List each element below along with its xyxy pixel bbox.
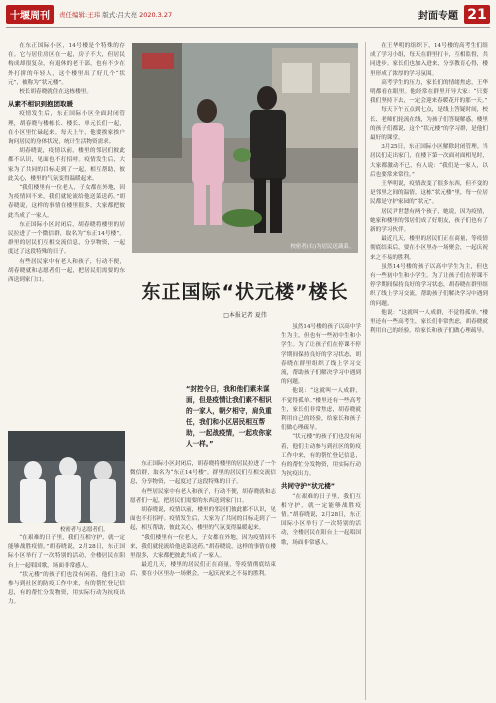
photo-volunteer-delivery xyxy=(132,43,358,253)
photo-caption: 校密者(右)为居民送蔬菜。 xyxy=(290,244,354,250)
publication-logo: 十堰周刊 xyxy=(6,5,54,24)
paragraph: 在王华明的组织下，14号楼的高考生们组成了学习小组，每天在群里打卡，互相监督，共同进步。家长们也加入进来，分享教育心得，楼里形成了浓厚的学习氛围。 xyxy=(370,43,488,77)
paragraph: 居民尹世慧有两个孩子，她说，因为疫情，她家和楼里的邻居们成了好朋友，孩子们也有了新的学习伙伴。 xyxy=(370,208,488,234)
paragraph: 在东正国际小区，14号楼是个特殊的存在。它与居住房区在一起，房子不大，但居民构成却很复杂，有退休的老干部，也有不少在外打拼的年轻人，这个楼里出了好几个“状元”，被称为“状元楼”。 xyxy=(8,43,125,86)
paragraph: 最近几天，楼里的居民们正在商量，等疫情彻底结束后，要在小区里办一场聚会，一起庆祝来之不易的胜利。 xyxy=(130,562,276,578)
paragraph: 他说：“这就叫一人成群，不觉得孤单。”楼里还有一些高考生，家长们非常焦虑，胡春晓就利用自己的经验，给家长和孩子们做心理疏导。 xyxy=(281,388,361,432)
subheading: 共同守护“状元楼” xyxy=(281,482,336,491)
paragraph: “状元楼”的孩子们也没有闲着，他们主动参与到社区的防疫工作中来，有的帮忙登记信息，有的帮忙分发物资，用实际行动为抗疫出力。 xyxy=(8,571,125,606)
paragraph: “我们楼里有一位老人，子女都在外地，因为疫情回不来，我们就轮流给他送菜送药。”胡春晓说，这样的事情在楼里很多，大家都把彼此当成了一家人。 xyxy=(130,534,276,560)
editor-credits xyxy=(59,10,172,19)
paragraph: 疫情发生后，东正国际小区全面封闭管理，胡春晓与楼栋长、楼长、单元长们一起，在小区里忙碌起来。每天上午，他要挨家挨户询问居民的身体状况，统计生活物资需求。 xyxy=(8,111,125,146)
page-number: 21 xyxy=(464,5,490,24)
section-title: 封面专题 xyxy=(418,11,458,22)
paragraph: 高考学生的压力，家长们的情绪焦虑，王华明都看在眼里。他经常在群里开导大家：“只要我们坚持下去，一定会迎来春暖花开的那一天。” xyxy=(370,79,488,105)
header-right xyxy=(418,5,490,24)
issue-date: 2020.3.27 xyxy=(139,11,173,19)
paragraph: “我们楼里有一位老人，子女都在外地，因为疫情回不来，我们就轮流给他送菜送药。”胡春晓说，这样的事情在楼里很多，大家都把彼此当成了一家人。 xyxy=(8,185,125,219)
paragraph: “在艰难的日子里，我们互相守护，就一定能够战胜疫情。”胡春晓说，2月28日，东正国际小区举行了一次特别的活动，全楼居民在阳台上一起唱国歌，场面非常感人。 xyxy=(281,493,361,546)
column-2-lower xyxy=(130,460,276,700)
paragraph: “在艰难的日子里，我们互相守护，就一定能够战胜疫情。”胡春晓说，2月28日，东正国际小区举行了一次特别的活动，全楼居民在阳台上一起唱国歌，场面非常感人。 xyxy=(8,535,125,569)
paragraph: “状元楼”的孩子们也没有闲着，他们主动参与到社区的防疫工作中来，有的帮忙登记信息，有的帮忙分发物资，用实际行动为抗疫出力。 xyxy=(281,434,361,478)
header-left xyxy=(6,6,172,23)
page-header xyxy=(0,0,496,30)
photo-illustration xyxy=(132,43,358,253)
paragraph: 胡春晓说，疫情以前，楼里的邻居们彼此都不认识，见面也不打招呼。疫情发生后，大家为了共同的目标走到了一起，相互帮助，彼此关心，楼里的气氛变得温暖起来。 xyxy=(130,507,276,532)
paragraph: 虽然14号楼的孩子以高中学生为主，但也有一些初中生和小学生。为了让孩子们在停课不停学期间保持良好的学习状态，胡春晓在群里组织了线上学习交流，帮助孩子们解决学习中遇到的问题。 xyxy=(281,324,361,386)
subheading: 从素不相识到抱团取暖 xyxy=(8,100,73,109)
paragraph: 他说：“这就叫一人成群，不觉得孤单。”楼里还有一些高考生，家长们非常焦虑，胡春晓就利用自己的经验，给家长和孩子们做心理疏导。 xyxy=(370,309,488,335)
column-2 xyxy=(281,323,361,703)
layout-editor: 版式:吕大亮 xyxy=(102,11,137,19)
paragraph: 每天下午五点到七点，是线上答疑时间，校长、老师们轮流在线，为孩子们答疑解惑，楼里的孩子们都说，这个“状元楼”的学习群，是他们最好的课堂。 xyxy=(370,107,488,142)
paragraph: 虽然14号楼的孩子以高中学生为主，但也有一些初中生和小学生。为了让孩子们在停课不停学期间保持良好的学习状态，胡春晓在群里组织了线上学习交流，帮助孩子们解决学习中遇到的问题。 xyxy=(370,263,488,307)
paragraph: 校长胡春晓就住在这栋楼里。 xyxy=(19,89,92,96)
paragraph: 东正国际小区封闭后，胡春晓将楼里的居民拉进了一个微信群，取名为“东正14号楼”。群里的居民们互相交流信息，分享物资，一起度过了这段特殊的日子。 xyxy=(130,461,276,486)
photo-caption: 校密者与志愿者们。 xyxy=(60,527,109,533)
pull-quote: “封控令日，我和他们素未谋面，但是疫情让我们素不相识的一家人，朝夕相守，肩负重任，我们和小区居民相互帮助，一起战疫情，一起攻你家人一样。” xyxy=(186,385,272,448)
column-1-upper xyxy=(8,42,125,416)
article-headline-block xyxy=(130,277,360,319)
paragraph: 东正国际小区封闭后，胡春晓将楼里的居民拉进了一个微信群，取名为“东正14号楼”。群里的居民们互相交流信息，分享物资，一起度过了这段特殊的日子。 xyxy=(8,221,125,256)
photo-illustration xyxy=(8,431,125,523)
paragraph: 胡春晓说，疫情以前，楼里的邻居们彼此都不认识，见面也不打招呼。疫情发生后，大家为了共同的目标走到了一起，相互帮助，彼此关心，楼里的气氛变得温暖起来。 xyxy=(8,148,125,182)
editor-label: 责任编辑:王玮 xyxy=(59,11,101,19)
paragraph: 有些居民家中有老人和孩子，行动不便，胡春晓就和志愿者们一起，把居民们需要的东西送到家门口。 xyxy=(130,488,276,504)
header-rule xyxy=(6,27,490,28)
paragraph: 有些居民家中有老人和孩子，行动不便，胡春晓就和志愿者们一起，把居民们需要的东西送到家门口。 xyxy=(8,258,125,284)
paragraph: 王华明说，疫情改变了很多东西，但不变的是邻里之间的温情。这栋“状元楼”里，每一位居民都是守护家园的“状元”。 xyxy=(370,181,488,206)
paragraph: 最近几天，楼里的居民们正在商量，等疫情彻底结束后，要在小区里办一场聚会，一起庆祝来之不易的胜利。 xyxy=(370,236,488,261)
column-1-lower xyxy=(8,534,125,700)
article-byline: □本报记者 夏伟 xyxy=(223,312,267,319)
column-divider xyxy=(365,42,366,700)
column-3 xyxy=(370,42,488,700)
paragraph: 3月25日，东正国际小区解除封闭管理。当居民们走出家门，在楼下第一次面对面相见时，大家都激动不已，有人说：“我们是一家人，以后也要常来常往。” xyxy=(370,144,488,178)
article-title: 东正国际“状元楼”楼长 xyxy=(141,281,349,303)
photo-volunteers-group xyxy=(8,431,125,523)
